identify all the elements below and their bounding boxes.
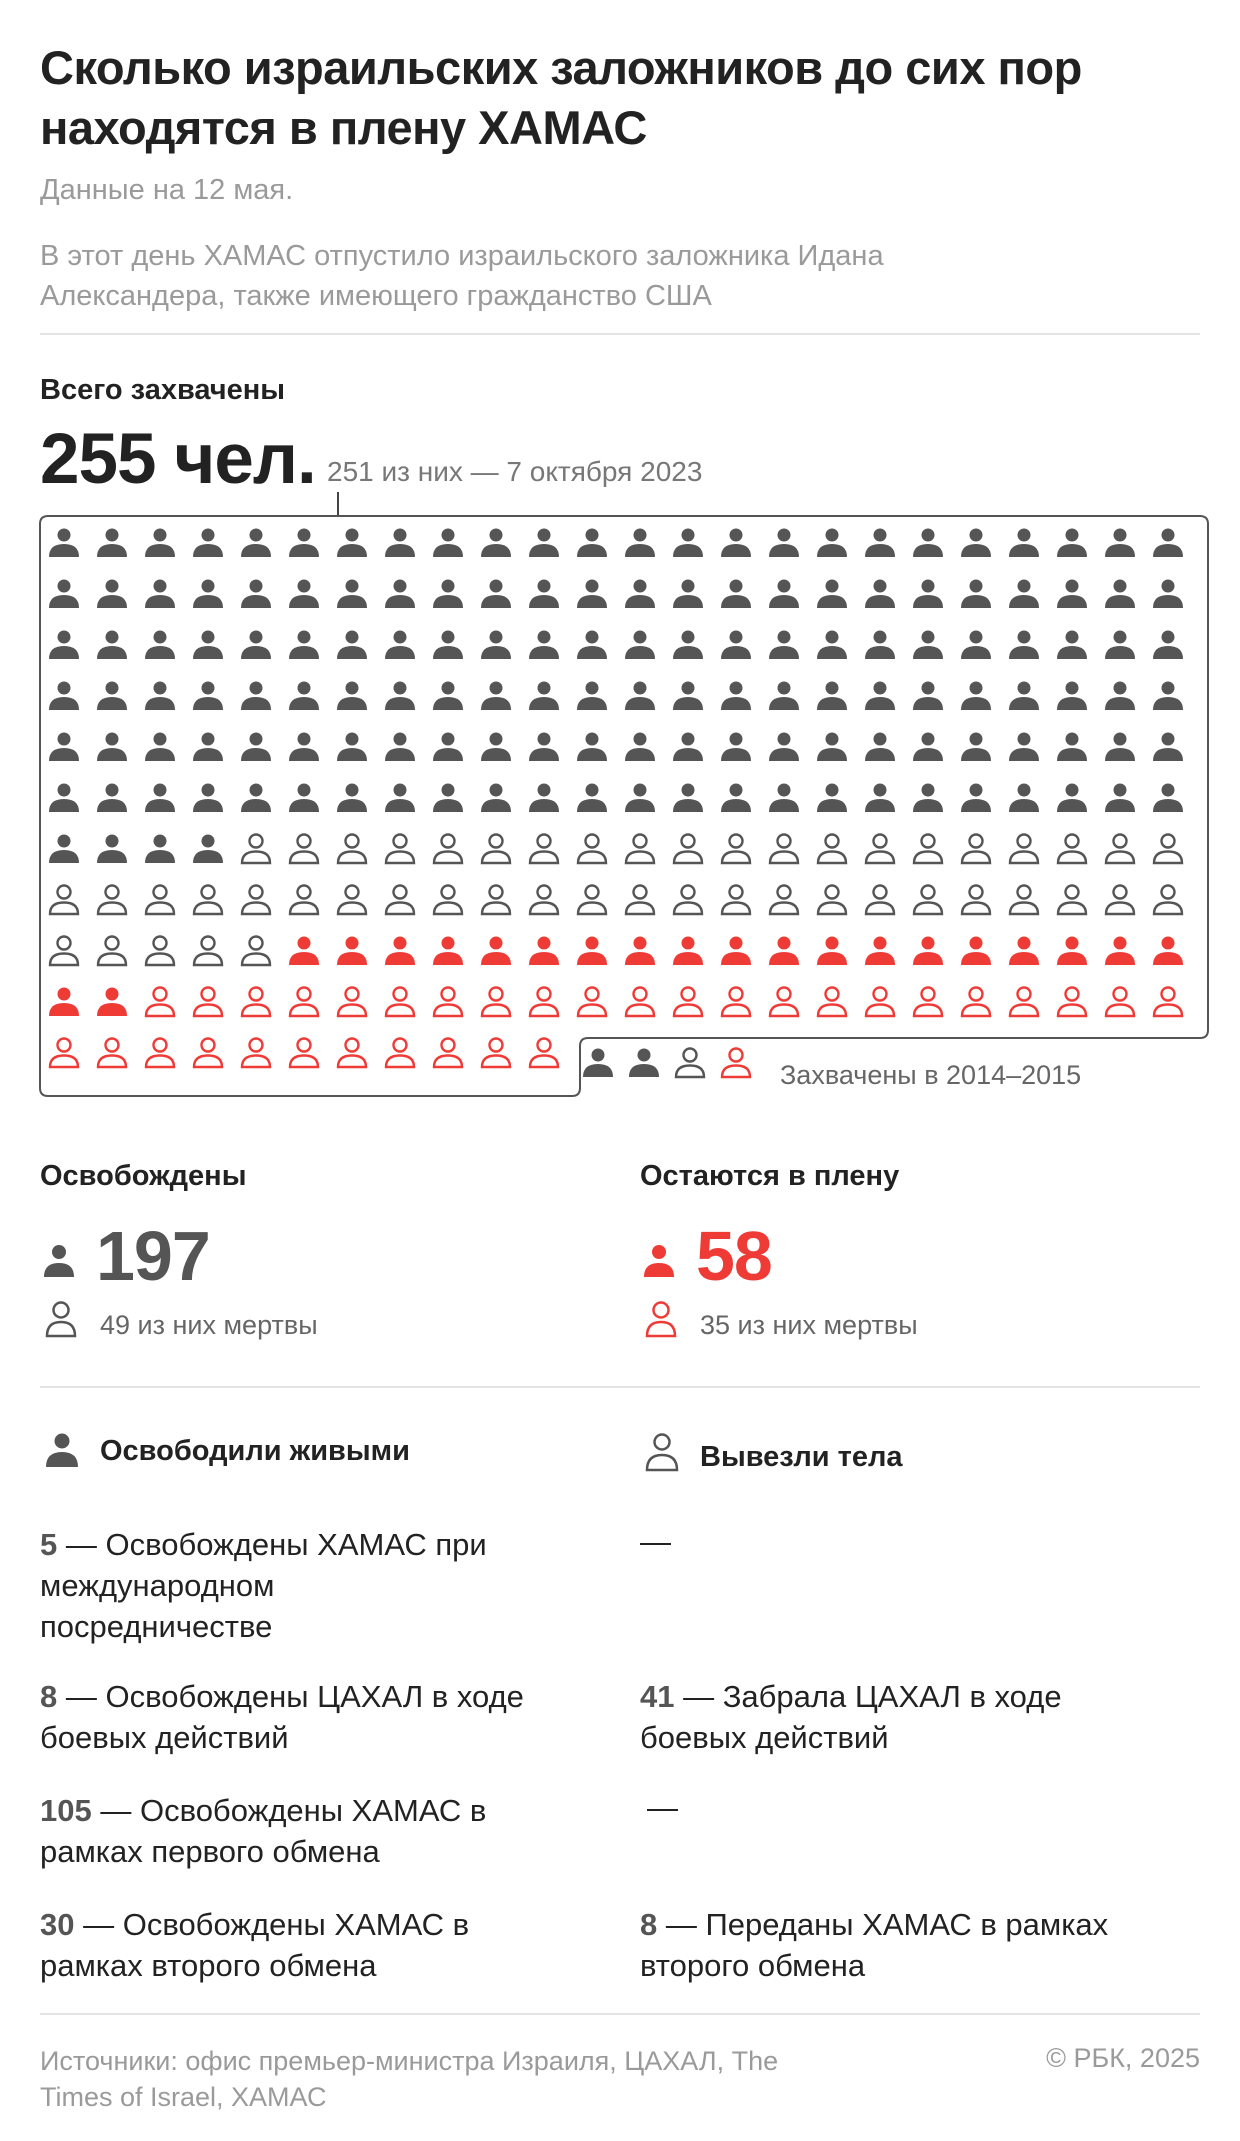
- bodies-item-mediation: —: [640, 1524, 671, 1559]
- hostage-icon-freed-alive: [97, 784, 127, 813]
- hostage-icon-freed-alive: [721, 529, 751, 558]
- hostage-icon-freed-alive: [529, 529, 559, 558]
- hostage-icon-freed-alive: [241, 631, 271, 660]
- hostage-icon-freed-alive: [289, 733, 319, 762]
- hostage-icon-freed-alive: [145, 733, 175, 762]
- hostage-icon-freed-alive: [1009, 682, 1039, 711]
- hostage-icon-freed-alive: [97, 835, 127, 864]
- hostage-icon-freed-alive: [1057, 733, 1087, 762]
- hostage-icon-captive-dead: [434, 1039, 462, 1068]
- hostage-icon-freed-alive: [1009, 733, 1039, 762]
- hostage-icon-freed-dead: [866, 886, 894, 915]
- hostage-icon-freed-alive: [1057, 784, 1087, 813]
- hostage-icon-freed-dead: [242, 886, 270, 915]
- hostage-icon-captive-dead: [386, 988, 414, 1017]
- hostage-icon-freed-alive: [769, 631, 799, 660]
- hostage-icon-captive-alive: [961, 937, 991, 966]
- hostage-icon-freed-alive: [193, 631, 223, 660]
- hostage-icon-freed-alive: [769, 529, 799, 558]
- hostage-icon-captive-alive: [1009, 937, 1039, 966]
- hostage-icon-captive-dead: [1010, 988, 1038, 1017]
- hostage-icon-captive-dead: [194, 988, 222, 1017]
- hostage-icon-freed-alive: [385, 580, 415, 609]
- hostage-icon-freed-dead: [626, 835, 654, 864]
- freed-dead-label: 49 из них мертвы: [100, 1310, 318, 1340]
- hostage-2014-icon-freed-dead: [676, 1049, 704, 1078]
- hostage-icon-freed-alive: [1057, 529, 1087, 558]
- person-filled-icon: [44, 1431, 80, 1467]
- hostage-icon-captive-dead: [1106, 988, 1134, 1017]
- hostage-icon-freed-alive: [97, 529, 127, 558]
- hostage-icon-freed-alive: [145, 580, 175, 609]
- hostage-icon-captive-alive: [433, 937, 463, 966]
- page-title: Сколько израильских заложников до сих пор находятся в плену ХАМАС: [40, 41, 1082, 154]
- hostage-icon-freed-alive: [1105, 529, 1135, 558]
- hostage-icon-freed-alive: [385, 733, 415, 762]
- hostage-icon-freed-dead: [1010, 835, 1038, 864]
- hostage-icon-freed-alive: [433, 784, 463, 813]
- hostage-icon-freed-alive: [721, 784, 751, 813]
- hostage-icon-freed-dead: [482, 886, 510, 915]
- hostage-icon-freed-alive: [289, 580, 319, 609]
- hostage-icon-freed-dead: [530, 835, 558, 864]
- legend-2014-2015: Захвачены в 2014–2015: [780, 1060, 1082, 1090]
- hostage-icon-captive-alive: [49, 988, 79, 1017]
- hostage-icon-captive-dead: [482, 988, 510, 1017]
- hostage-icon-freed-alive: [1153, 631, 1183, 660]
- hostage-icon-freed-alive: [865, 580, 895, 609]
- hostage-icon-freed-alive: [913, 529, 943, 558]
- hostage-icon-freed-alive: [913, 682, 943, 711]
- hostage-icon-freed-alive: [673, 580, 703, 609]
- hostage-icon-freed-alive: [961, 733, 991, 762]
- hostage-icon-freed-dead: [338, 835, 366, 864]
- hostage-icon-captive-alive: [769, 937, 799, 966]
- hostage-icon-captive-dead: [98, 1039, 126, 1068]
- hostage-icon-freed-dead: [50, 886, 78, 915]
- freed-number: 197: [96, 1217, 210, 1295]
- hostage-icon-freed-alive: [625, 580, 655, 609]
- hostage-icon-freed-alive: [817, 631, 847, 660]
- hostage-icon-freed-alive: [193, 682, 223, 711]
- hostage-icon-freed-alive: [1105, 580, 1135, 609]
- hostage-icon-freed-alive: [145, 529, 175, 558]
- hostage-icon-freed-alive: [1105, 631, 1135, 660]
- hostage-icon-freed-dead: [818, 835, 846, 864]
- hostage-icon-freed-alive: [1009, 631, 1039, 660]
- hostage-icon-freed-alive: [961, 529, 991, 558]
- hostage-icon-captive-dead: [914, 988, 942, 1017]
- hostage-icon-freed-dead: [242, 835, 270, 864]
- hostage-icon-captive-dead: [578, 988, 606, 1017]
- hostage-icon-captive-dead: [530, 1039, 558, 1068]
- hostage-icon-captive-alive: [625, 937, 655, 966]
- hostage-icon-freed-alive: [1105, 733, 1135, 762]
- hostage-icon-freed-dead: [866, 835, 894, 864]
- hostage-icon-freed-alive: [1057, 682, 1087, 711]
- hostage-icon-captive-alive: [481, 937, 511, 966]
- hostage-icon-freed-alive: [865, 784, 895, 813]
- hostage-icon-freed-dead: [914, 886, 942, 915]
- alive-item-idf: 8 — Освобождены ЦАХАЛ в ходе боевых действий: [40, 1679, 524, 1755]
- hostage-icon-freed-alive: [145, 631, 175, 660]
- hostage-icon-freed-dead: [722, 886, 750, 915]
- hostage-icon-freed-alive: [673, 682, 703, 711]
- hostage-icon-freed-alive: [817, 580, 847, 609]
- hostage-2014-icon-freed-alive: [629, 1049, 659, 1078]
- hostage-icon-freed-dead: [1058, 886, 1086, 915]
- hostage-icon-freed-dead: [1058, 835, 1086, 864]
- hostage-icon-freed-alive: [769, 733, 799, 762]
- hostage-icon-freed-dead: [194, 937, 222, 966]
- hostage-icon-freed-dead: [434, 886, 462, 915]
- hostage-icon-freed-alive: [961, 784, 991, 813]
- freed-heading: Освобождены: [40, 1160, 247, 1192]
- hostage-icon-captive-dead: [338, 988, 366, 1017]
- hostage-icon-freed-alive: [529, 580, 559, 609]
- hostage-icon-captive-dead: [674, 988, 702, 1017]
- hostage-icon-freed-alive: [433, 682, 463, 711]
- hostage-icon-freed-alive: [49, 835, 79, 864]
- hostage-icon-captive-dead: [962, 988, 990, 1017]
- hostage-icon-freed-dead: [962, 835, 990, 864]
- hostage-icon-freed-alive: [721, 733, 751, 762]
- copyright: © РБК, 2025: [1046, 2043, 1200, 2073]
- hostage-icon-freed-alive: [1153, 529, 1183, 558]
- captive-number: 58: [696, 1217, 772, 1295]
- hostage-icon-freed-alive: [529, 631, 559, 660]
- hostage-icon-freed-alive: [481, 529, 511, 558]
- hostage-icon-freed-alive: [385, 631, 415, 660]
- hostage-icon-freed-alive: [337, 631, 367, 660]
- freed-dead-icon: [44, 1300, 78, 1338]
- context-note: В этот день ХАМАС отпустило израильского заложника Идана Александера, также имеющего гражданство США: [40, 240, 884, 312]
- hostage-icon-freed-alive: [49, 733, 79, 762]
- hostage-icon-freed-alive: [721, 631, 751, 660]
- total-sub-label: 251 из них — 7 октября 2023: [327, 456, 703, 487]
- alive-item-mediation: 5 — Освобождены ХАМАС при международном посредничестве: [40, 1527, 487, 1644]
- hostage-icon-freed-dead: [386, 886, 414, 915]
- hostage-icon-captive-alive: [673, 937, 703, 966]
- hostage-icon-freed-dead: [50, 937, 78, 966]
- hostage-icon-captive-dead: [242, 1039, 270, 1068]
- hostage-icon-freed-dead: [818, 886, 846, 915]
- hostage-icon-captive-alive: [289, 937, 319, 966]
- hostage-icon-captive-dead: [146, 1039, 174, 1068]
- alive-item-second-exchange: 30 — Освобождены ХАМАС в рамках второго обмена: [40, 1907, 470, 1983]
- hostage-icon-freed-alive: [241, 682, 271, 711]
- hostage-icon-captive-dead: [482, 1039, 510, 1068]
- hostage-icon-freed-alive: [385, 529, 415, 558]
- hostage-icon-freed-alive: [481, 631, 511, 660]
- hostage-icon-freed-alive: [1153, 682, 1183, 711]
- hostage-icon-freed-alive: [1057, 631, 1087, 660]
- hostage-icon-freed-dead: [770, 835, 798, 864]
- hostage-icon-captive-alive: [577, 937, 607, 966]
- data-date: Данные на 12 мая.: [40, 174, 294, 206]
- total-label: Всего захвачены: [40, 374, 286, 406]
- hostage-icon-freed-alive: [385, 682, 415, 711]
- hostage-icon-freed-alive: [193, 580, 223, 609]
- hostage-icon-freed-alive: [241, 529, 271, 558]
- hostage-icon-freed-dead: [578, 886, 606, 915]
- freed-alive-icon: [42, 1243, 76, 1277]
- hostage-icon-freed-alive: [193, 784, 223, 813]
- hostage-icon-freed-alive: [145, 835, 175, 864]
- hostage-icon-freed-alive: [817, 733, 847, 762]
- hostage-icon-captive-alive: [97, 988, 127, 1017]
- hostage-icon-freed-alive: [289, 682, 319, 711]
- hostage-icon-freed-alive: [961, 631, 991, 660]
- hostage-icon-freed-dead: [338, 886, 366, 915]
- hostage-icon-captive-alive: [385, 937, 415, 966]
- hostage-icon-freed-dead: [290, 886, 318, 915]
- hostage-icon-freed-alive: [481, 580, 511, 609]
- captive-dead-label: 35 из них мертвы: [700, 1310, 918, 1340]
- captive-heading: Остаются в плену: [640, 1160, 900, 1192]
- hostage-icon-freed-dead: [146, 937, 174, 966]
- hostage-icon-captive-alive: [817, 937, 847, 966]
- hostage-icon-captive-dead: [290, 988, 318, 1017]
- hostage-icon-freed-alive: [49, 580, 79, 609]
- hostage-icon-freed-alive: [193, 835, 223, 864]
- bodies-item-second-exchange: 8 — Переданы ХАМАС в рамках второго обмена: [640, 1907, 1109, 1983]
- hostage-icon-freed-alive: [817, 682, 847, 711]
- hostage-icon-freed-alive: [289, 631, 319, 660]
- total-number: 255 чел.: [40, 420, 316, 499]
- bodies-heading: Вывезли тела: [700, 1441, 903, 1473]
- hostage-icon-freed-dead: [962, 886, 990, 915]
- hostage-icon-freed-alive: [241, 784, 271, 813]
- hostage-icon-freed-alive: [529, 682, 559, 711]
- hostage-icon-freed-alive: [769, 682, 799, 711]
- hostage-icon-freed-alive: [337, 529, 367, 558]
- alive-item-first-exchange: 105 — Освобождены ХАМАС в рамках первого обмена: [40, 1793, 487, 1869]
- hostage-icon-freed-dead: [1106, 886, 1134, 915]
- hostage-icon-freed-alive: [625, 784, 655, 813]
- captive-alive-icon: [642, 1243, 676, 1277]
- hostage-icon-captive-alive: [1057, 937, 1087, 966]
- hostage-icon-freed-alive: [577, 631, 607, 660]
- hostage-icon-captive-dead: [530, 988, 558, 1017]
- hostage-icon-freed-alive: [1009, 529, 1039, 558]
- person-outline-icon: [644, 1432, 680, 1472]
- hostage-icon-freed-alive: [625, 631, 655, 660]
- hostage-icon-freed-alive: [433, 580, 463, 609]
- hostage-icon-freed-alive: [49, 529, 79, 558]
- hostage-icon-freed-dead: [1010, 886, 1038, 915]
- hostage-icon-freed-alive: [1057, 580, 1087, 609]
- hostage-icon-freed-alive: [673, 784, 703, 813]
- hostage-icon-captive-dead: [770, 988, 798, 1017]
- hostage-icon-captive-dead: [1058, 988, 1086, 1017]
- hostage-icon-freed-alive: [529, 733, 559, 762]
- alive-heading: Освободили живыми: [100, 1435, 410, 1467]
- hostage-icon-freed-alive: [721, 682, 751, 711]
- hostage-icon-freed-dead: [98, 937, 126, 966]
- hostage-icon-freed-alive: [577, 580, 607, 609]
- hostage-icon-freed-alive: [49, 682, 79, 711]
- hostage-icon-freed-dead: [674, 835, 702, 864]
- hostage-icon-freed-alive: [865, 733, 895, 762]
- hostage-icon-freed-alive: [721, 580, 751, 609]
- hostage-icon-freed-dead: [146, 886, 174, 915]
- hostage-icon-captive-dead: [722, 988, 750, 1017]
- hostage-icon-freed-alive: [385, 784, 415, 813]
- sources: Источники: офис премьер-министра Израиля, ЦАХАЛ, The Times of Israel, ХАМАС: [40, 2046, 779, 2112]
- hostage-icon-freed-alive: [289, 529, 319, 558]
- hostage-2014-icon-freed-alive: [583, 1049, 613, 1078]
- hostage-icon-freed-alive: [193, 733, 223, 762]
- hostage-icon-freed-dead: [386, 835, 414, 864]
- hostage-icon-freed-alive: [337, 733, 367, 762]
- hostage-icon-freed-alive: [241, 733, 271, 762]
- hostage-icon-freed-alive: [1105, 682, 1135, 711]
- hostage-icon-freed-alive: [577, 784, 607, 813]
- hostage-icon-captive-alive: [721, 937, 751, 966]
- hostage-icon-freed-alive: [337, 682, 367, 711]
- hostage-icon-freed-alive: [241, 580, 271, 609]
- hostage-icon-captive-alive: [865, 937, 895, 966]
- hostage-icon-freed-dead: [290, 835, 318, 864]
- hostage-icon-captive-dead: [194, 1039, 222, 1068]
- hostage-icon-freed-dead: [242, 937, 270, 966]
- hostage-icon-freed-alive: [529, 784, 559, 813]
- hostage-icon-captive-dead: [338, 1039, 366, 1068]
- hostage-icon-freed-alive: [913, 580, 943, 609]
- hostage-icon-captive-dead: [818, 988, 846, 1017]
- hostage-icon-freed-alive: [625, 733, 655, 762]
- hostage-icon-freed-alive: [481, 682, 511, 711]
- hostage-icon-freed-alive: [481, 733, 511, 762]
- hostage-icon-freed-alive: [145, 784, 175, 813]
- hostage-icon-captive-dead: [1154, 988, 1182, 1017]
- hostage-icon-freed-alive: [913, 733, 943, 762]
- hostage-icon-freed-alive: [625, 682, 655, 711]
- hostage-icon-captive-alive: [913, 937, 943, 966]
- hostage-icon-captive-alive: [1105, 937, 1135, 966]
- hostage-icon-freed-alive: [1153, 733, 1183, 762]
- divider: [40, 2013, 1200, 2015]
- hostage-icon-captive-dead: [866, 988, 894, 1017]
- hostage-icon-freed-dead: [1154, 886, 1182, 915]
- hostage-icon-captive-dead: [626, 988, 654, 1017]
- hostage-icon-freed-alive: [289, 784, 319, 813]
- hostage-icon-freed-dead: [722, 835, 750, 864]
- hostage-icon-freed-dead: [530, 886, 558, 915]
- hostage-icon-freed-alive: [97, 580, 127, 609]
- hostage-icon-freed-alive: [1105, 784, 1135, 813]
- hostage-icon-freed-dead: [674, 886, 702, 915]
- hostage-icon-freed-alive: [625, 529, 655, 558]
- hostage-icon-freed-alive: [673, 529, 703, 558]
- hostage-icon-freed-alive: [577, 682, 607, 711]
- hostage-icon-freed-alive: [433, 733, 463, 762]
- hostage-icon-freed-alive: [577, 529, 607, 558]
- hostage-icon-freed-alive: [769, 784, 799, 813]
- hostage-icon-freed-dead: [434, 835, 462, 864]
- hostage-icon-freed-alive: [1153, 784, 1183, 813]
- hostage-icon-freed-dead: [1154, 835, 1182, 864]
- hostage-icon-freed-alive: [481, 784, 511, 813]
- hostage-icon-freed-alive: [145, 682, 175, 711]
- captive-dead-icon: [644, 1300, 678, 1338]
- hostage-icon-freed-alive: [1009, 784, 1039, 813]
- hostage-icon-captive-alive: [337, 937, 367, 966]
- hostage-2014-icon-captive-dead: [722, 1049, 750, 1078]
- hostage-icon-freed-dead: [1106, 835, 1134, 864]
- hostage-icon-captive-dead: [50, 1039, 78, 1068]
- hostage-icon-freed-alive: [817, 529, 847, 558]
- hostage-icon-freed-alive: [1153, 580, 1183, 609]
- hostage-icon-freed-alive: [49, 631, 79, 660]
- hostage-icon-freed-alive: [193, 529, 223, 558]
- hostage-icon-captive-dead: [146, 988, 174, 1017]
- hostage-icon-freed-alive: [673, 733, 703, 762]
- hostage-icon-captive-dead: [434, 988, 462, 1017]
- hostage-icon-freed-alive: [769, 580, 799, 609]
- hostage-icon-freed-alive: [961, 682, 991, 711]
- hostage-icon-freed-alive: [577, 733, 607, 762]
- hostage-icon-freed-alive: [97, 631, 127, 660]
- hostage-icon-freed-dead: [914, 835, 942, 864]
- hostage-icon-freed-alive: [49, 784, 79, 813]
- hostage-icon-captive-alive: [529, 937, 559, 966]
- hostage-icon-freed-alive: [673, 631, 703, 660]
- hostage-icon-freed-alive: [433, 631, 463, 660]
- hostage-icon-captive-dead: [290, 1039, 318, 1068]
- bodies-item-idf: 41 — Забрала ЦАХАЛ в ходе боевых действий: [640, 1679, 1062, 1755]
- hostage-icon-freed-alive: [865, 682, 895, 711]
- bodies-item-first-exchange: —: [647, 1790, 678, 1825]
- hostage-icon-captive-dead: [386, 1039, 414, 1068]
- hostage-icon-freed-alive: [913, 784, 943, 813]
- hostage-icon-captive-dead: [242, 988, 270, 1017]
- hostage-icon-freed-alive: [1009, 580, 1039, 609]
- hostage-icon-captive-alive: [1153, 937, 1183, 966]
- divider: [40, 1386, 1200, 1388]
- hostage-icon-freed-alive: [817, 784, 847, 813]
- hostage-icon-freed-alive: [865, 529, 895, 558]
- hostage-icon-freed-dead: [578, 835, 606, 864]
- hostage-icon-freed-dead: [482, 835, 510, 864]
- hostage-icon-freed-alive: [433, 529, 463, 558]
- hostage-icon-freed-alive: [961, 580, 991, 609]
- hostage-icon-freed-alive: [865, 631, 895, 660]
- hostage-icon-freed-alive: [337, 784, 367, 813]
- hostage-icon-freed-alive: [337, 580, 367, 609]
- hostage-icon-freed-dead: [194, 886, 222, 915]
- hostage-icon-freed-alive: [97, 733, 127, 762]
- hostage-icon-freed-alive: [913, 631, 943, 660]
- hostage-icon-freed-alive: [97, 682, 127, 711]
- hostage-icon-freed-dead: [770, 886, 798, 915]
- hostage-icon-freed-dead: [626, 886, 654, 915]
- hostage-icon-freed-dead: [98, 886, 126, 915]
